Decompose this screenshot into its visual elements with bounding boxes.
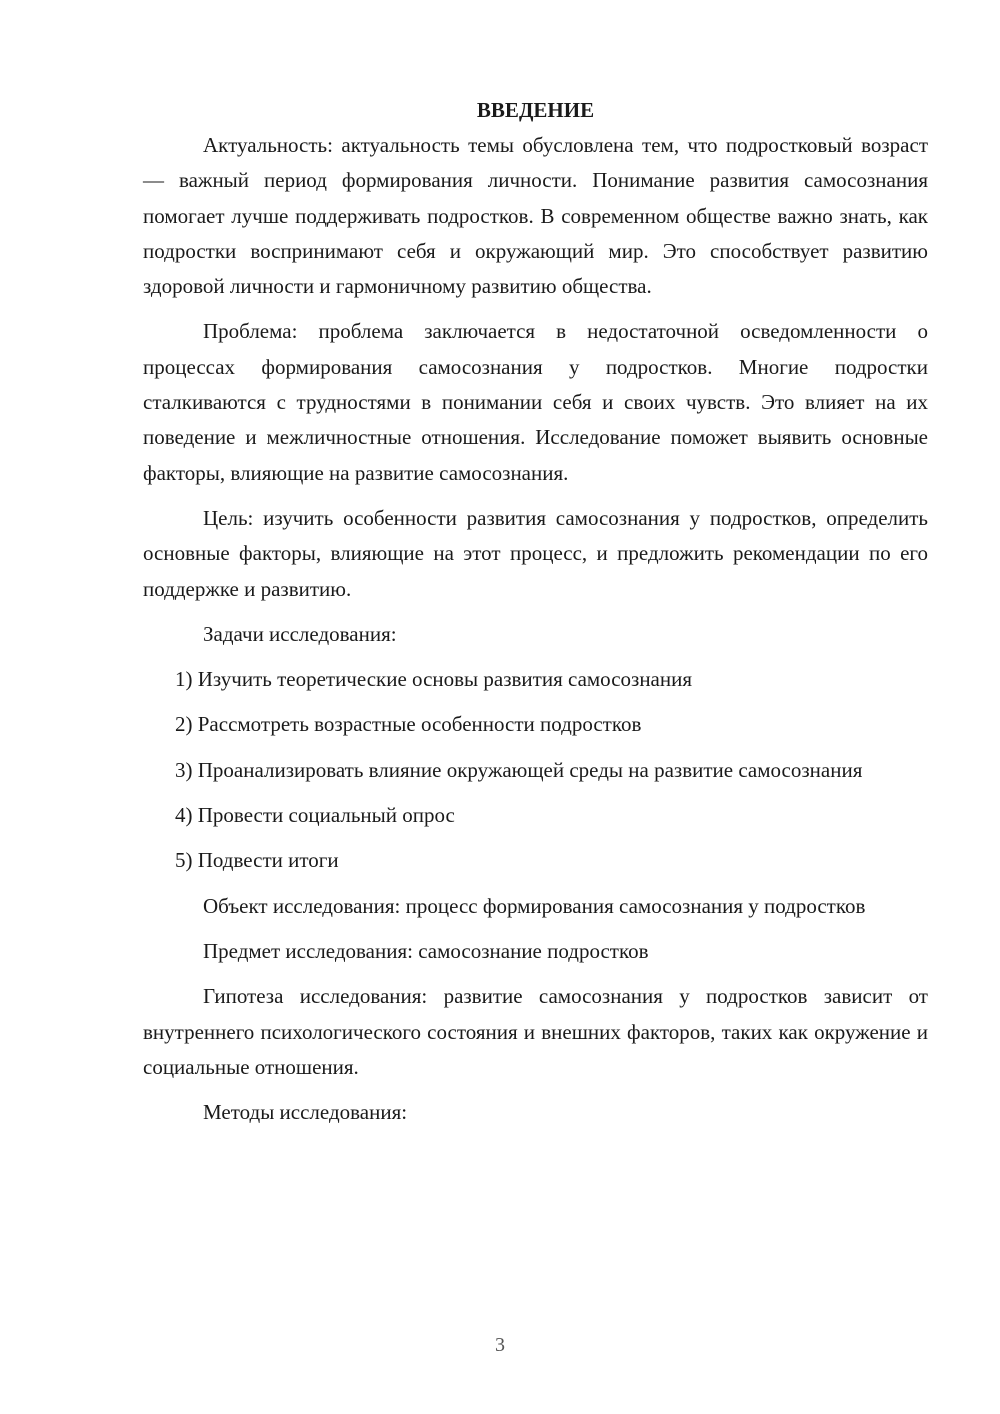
task-item-5: 5) Подвести итоги [175, 848, 339, 873]
paragraph-subject: Предмет исследования: самосознание подростков [203, 938, 649, 963]
page-number: 3 [495, 1334, 505, 1356]
paragraph-object: Объект исследования: процесс формирования самосознания у подростков [203, 893, 866, 918]
paragraph-goal: Цель: изучить особенности развития самосознания у подростков, определить основные факторы, влияющие на этот процесс, и предложить рекомендации по его поддержке и развитию. [143, 505, 928, 601]
document-page [143, 92, 928, 1130]
paragraph-hypothesis: Гипотеза исследования: развитие самосознания у подростков зависит от внутреннего психологического состояния и внешних факторов, таких как окружение и социальные отношения. [143, 984, 928, 1079]
paragraph-methods: Методы исследования: [203, 1100, 408, 1125]
paragraph-relevance: Актуальность: актуальность темы обусловлена тем, что подростковый возраст — важный период формирования личности. Понимание развития самосознания помогает лучше поддерживать подростков. В современном обществе важно знать, как подростки воспринимают себя и окружающий мир. Это способствует развитию здоровой личности и гармоничному развитию общества. [143, 133, 928, 299]
page-title: ВВЕДЕНИЕ [476, 98, 595, 122]
task-item-3: 3) Проанализировать влияние окружающей среды на развитие самосознания [175, 757, 863, 782]
task-item-1: 1) Изучить теоретические основы развития самосознания [175, 667, 693, 692]
task-item-2: 2) Рассмотреть возрастные особенности подростков [175, 712, 642, 737]
task-item-4: 4) Провести социальный опрос [175, 803, 455, 828]
paragraph-problem: Проблема: проблема заключается в недостаточной осведомленности о процессах формирования самосознания у подростков. Многие подростки сталкиваются с трудностями в понимании себя и своих чувств. Это влияет на их поведение и межличностные отношения. Исследование поможет выявить основные факторы, влияющие на развитие самосознания. [143, 319, 928, 485]
paragraph-tasks-heading: Задачи исследования: [203, 621, 397, 646]
